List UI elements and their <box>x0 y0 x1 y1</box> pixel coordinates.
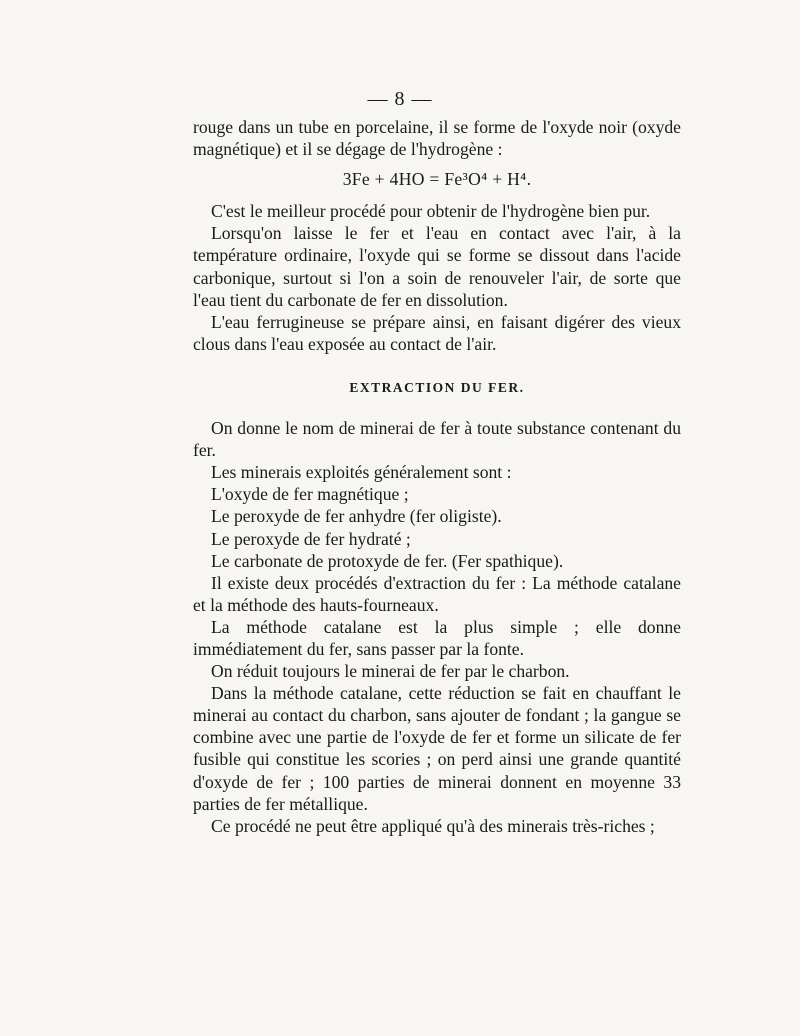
paragraph: On réduit toujours le minerai de fer par le charbon. <box>211 661 570 682</box>
list-item: L'oxyde de fer magnétique ; <box>211 484 409 505</box>
paragraph: Il existe deux procédés d'extraction du fer : La méthode catalane et la méthode des hauts-fourneaux. <box>193 572 681 615</box>
paragraph: On donne le nom de minerai de fer à toute substance contenant du fer. <box>193 418 681 461</box>
chemical-formula: 3Fe + 4HO = Fe³O⁴ + H⁴. <box>342 169 532 190</box>
paragraph: C'est le meilleur procédé pour obtenir de l'hydrogène bien pur. <box>211 201 651 222</box>
section-heading: EXTRACTION DU FER. <box>349 379 525 395</box>
paragraph: Dans la méthode catalane, cette réduction se fait en chauffant le minerai au contact du charbon, sans ajouter de fondant ; la gangue se combine avec une partie de l'oxyde de fer et forme un silicate de fer fusible qui constitue les scories ; on perd ainsi une grande quantité d'oxyde de fer ; 100 parties de minerai donnent en moyenne 33 parties de fer métallique. <box>193 683 681 814</box>
paragraph: Les minerais exploités généralement sont : <box>211 462 512 483</box>
paragraph-continuation: rouge dans un tube en porcelaine, il se forme de l'oxyde noir (oxyde magnétique) et il se dégage de l'hydrogène : <box>193 117 681 160</box>
paragraph: L'eau ferrugineuse se prépare ainsi, en faisant digérer des vieux clous dans l'eau exposée au contact de l'air. <box>193 311 681 354</box>
list-item: Le peroxyde de fer anhydre (fer oligiste). <box>211 506 502 527</box>
page-body <box>193 116 681 837</box>
paragraph: La méthode catalane est la plus simple ; elle donne immédiatement du fer, sans passer par la fonte. <box>193 616 681 659</box>
page-number: — 8 — <box>367 88 433 110</box>
list-item: Le carbonate de protoxyde de fer. (Fer spathique). <box>211 550 564 571</box>
paragraph: Ce procédé ne peut être appliqué qu'à des minerais très-riches ; <box>211 815 655 836</box>
paragraph: Lorsqu'on laisse le fer et l'eau en contact avec l'air, à la température ordinaire, l'oxyde qui se forme se dissout dans l'acide carbonique, surtout si l'on a soin de renouveler l'air, de sorte que l'eau tient du carbonate de fer en dissolution. <box>193 223 681 310</box>
list-item: Le peroxyde de fer hydraté ; <box>211 528 411 549</box>
ore-list <box>193 483 681 571</box>
